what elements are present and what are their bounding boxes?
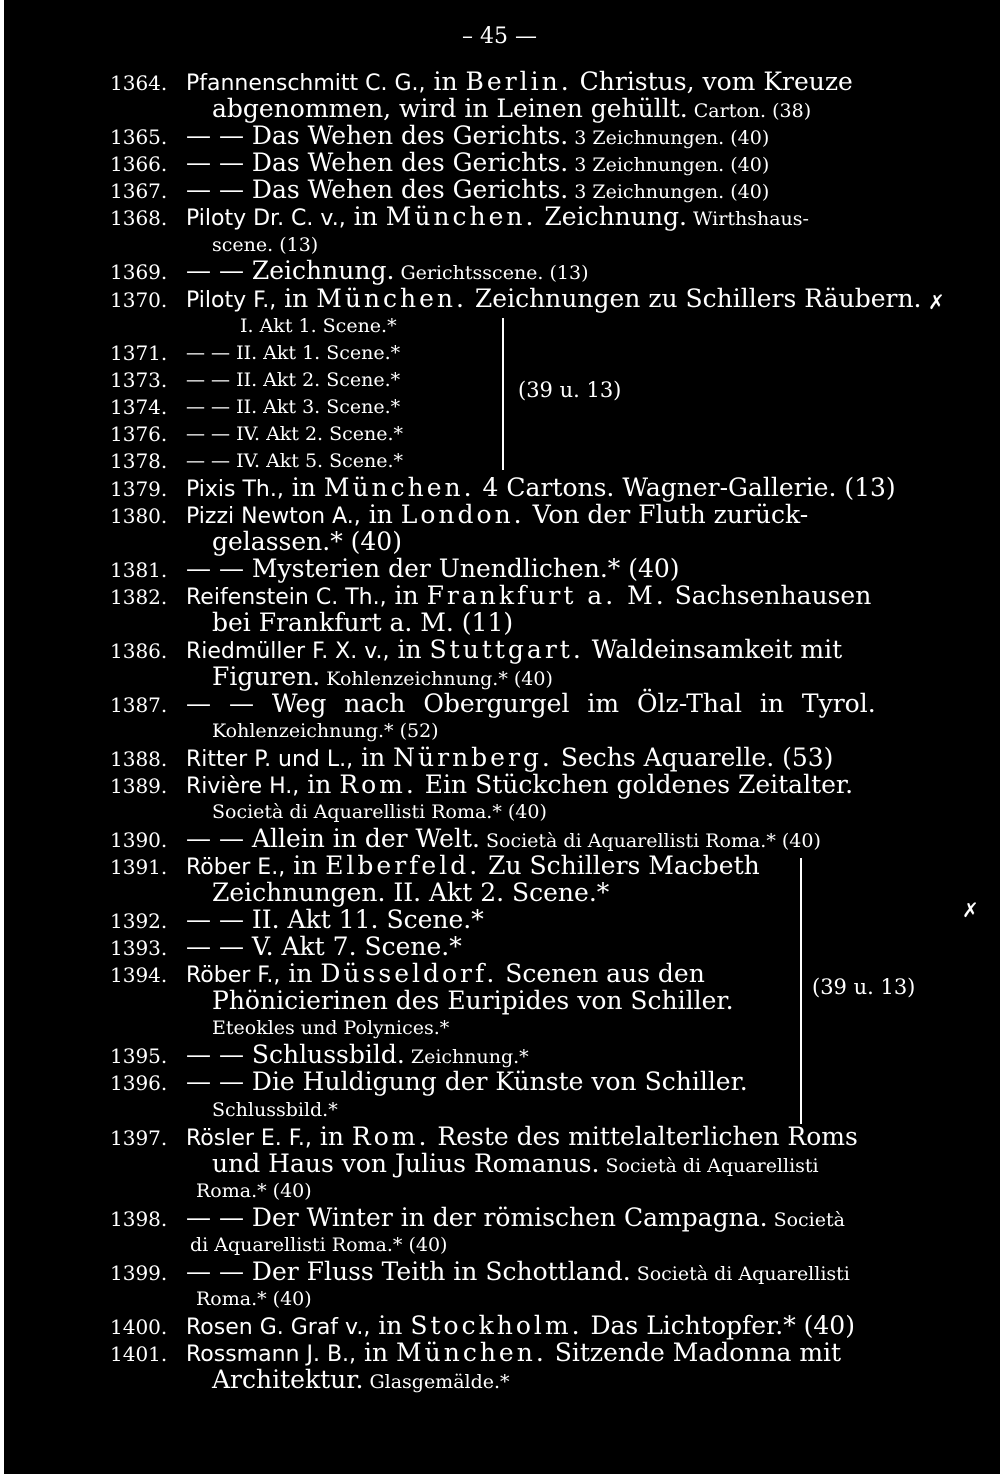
catalogue-entry: — — Allein in der Welt. Società di Aquarellisti Roma.* (40) [186,824,821,853]
catalogue-entry: Reifenstein C. Th., in Frankfurt a. M. Sachsenhausen [186,581,872,610]
entry-number: 1369. [110,260,168,284]
catalogue-entry: — — IV. Akt 2. Scene.* [186,423,404,445]
entry-number: 1397. [110,1126,168,1150]
city: Stockholm. [410,1311,583,1340]
entry-continuation: Figuren. Kohlenzeichnung.* (40) [212,662,553,691]
entry-number: 1379. [110,477,168,501]
catalogue-entry: — — Der Fluss Teith in Schottland. Società di Aquarellisti [186,1257,850,1286]
catalogue-entry: — — Weg nach Obergurgel im Ölz-Thal in Tyrol. [186,689,876,718]
artist-name: Rivière H., [186,774,300,799]
catalogue-entry: — — Das Wehen des Gerichts. 3 Zeichnungen. (40) [186,175,770,204]
city: München. [323,473,475,502]
entry-number: 1390. [110,828,168,852]
margin-mark: ✗ [962,898,979,922]
entry-number: 1401. [110,1342,168,1366]
catalogue-entry: Pixis Th., in München. 4 Cartons. Wagner-Gallerie. (13) [186,473,896,502]
entry-number: 1389. [110,774,168,798]
artist-name: Ritter P. und L., [186,747,354,772]
city: München. [385,202,537,231]
catalogue-entry: — — Schlussbild. Zeichnung.* [186,1040,529,1069]
catalogue-entry: Pfannenschmitt C. G., in Berlin. Christus, vom Kreuze [186,67,853,96]
brace [800,858,802,1124]
catalogue-entry: — — Der Winter in der römischen Campagna. Società [186,1203,845,1232]
entry-number: 1387. [110,693,168,717]
entry-continuation: Phönicierinen des Euripides von Schiller. [212,986,734,1015]
entry-continuation: Zeichnungen. II. Akt 2. Scene.* [212,878,610,907]
artist-name: Pixis Th., [186,477,284,502]
entry-continuation: Schlussbild.* [212,1099,338,1121]
catalogue-entry: Pizzi Newton A., in London. Von der Fluth zurück- [186,500,809,529]
entry-number: 1399. [110,1261,168,1285]
entry-number: 1393. [110,936,168,960]
entry-number: 1368. [110,206,168,230]
city: München. [396,1338,547,1367]
catalogue-entry: Riedmüller F. X. v., in Stuttgart. Waldeinsamkeit mit [186,635,843,664]
entry-number: 1400. [110,1315,168,1339]
catalogue-entry: Rossmann J. B., in München. Sitzende Madonna mit [186,1338,842,1367]
entry-continuation: und Haus von Julius Romanus. Società di Aquarellisti [212,1149,819,1178]
catalogue-entry: Piloty Dr. C. v., in München. Zeichnung. Wirthshaus- [186,202,809,231]
entry-continuation: bei Frankfurt a. M. (11) [212,608,514,637]
artist-name: Reifenstein C. Th., [186,585,387,610]
entry-number: 1376. [110,422,168,446]
city: Elberfeld. [325,851,481,880]
entry-continuation: abgenommen, wird in Leinen gehüllt. Carton. (38) [212,94,812,123]
brace-label: (39 u. 13) [518,378,622,402]
entry-continuation: Società di Aquarellisti Roma.* (40) [212,801,547,823]
artist-name: Riedmüller F. X. v., [186,639,390,664]
catalogue-entry: — — Mysterien der Unendlichen.* (40) [186,554,680,583]
entry-continuation: Kohlenzeichnung.* (52) [212,720,439,742]
entry-number: 1364. [110,71,168,95]
catalogue-entry: — — Zeichnung. Gerichtsscene. (13) [186,256,589,285]
artist-name: Piloty F., [186,288,277,313]
catalogue-entry: Ritter P. und L., in Nürnberg. Sechs Aquarelle. (53) [186,743,834,772]
entry-number: 1378. [110,449,168,473]
catalogue-entry: Rosen G. Graf v., in Stockholm. Das Lichtopfer.* (40) [186,1311,855,1340]
artist-name: Pfannenschmitt C. G., [186,71,426,96]
catalogue-entry: Röber F., in Düsseldorf. Scenen aus den [186,959,705,988]
brace-label: (39 u. 13) [812,975,916,999]
entry-number: 1370. [110,288,168,312]
entry-continuation: scene. (13) [212,234,319,256]
city: Frankfurt a. M. [426,581,667,610]
catalogue-entry: — — V. Akt 7. Scene.* [186,932,462,961]
artist-name: Pizzi Newton A., [186,504,361,529]
city: Rom. [339,770,417,799]
entry-continuation: Roma.* (40) [196,1288,312,1310]
brace [502,318,504,470]
catalogue-entry: Rösler E. F., in Rom. Reste des mittelalterlichen Roms [186,1122,858,1151]
entry-continuation: Eteokles und Polynices.* [212,1017,450,1039]
catalogue-entry: Piloty F., in München. Zeichnungen zu Schillers Räubern. [186,284,922,313]
entry-number: 1395. [110,1044,168,1068]
entry-number: 1394. [110,963,168,987]
page-number: – 45 — [462,24,537,49]
artist-name: Röber E., [186,855,286,880]
city: Düsseldorf. [320,959,498,988]
catalogue-entry: — — II. Akt 1. Scene.* [186,342,401,364]
catalogue-entry: — — II. Akt 2. Scene.* [186,369,401,391]
catalogue-entry: Rivière H., in Rom. Ein Stückchen goldenes Zeitalter. [186,770,854,799]
catalogue-entry: — — Das Wehen des Gerichts. 3 Zeichnungen. (40) [186,121,770,150]
entry-number: 1366. [110,152,168,176]
entry-number: 1392. [110,909,168,933]
entry-number: 1371. [110,341,168,365]
catalogue-entry: Röber E., in Elberfeld. Zu Schillers Macbeth [186,851,760,880]
entry-number: 1388. [110,747,168,771]
catalogue-entry: — — II. Akt 3. Scene.* [186,396,401,418]
entry-continuation: I. Akt 1. Scene.* [240,315,397,337]
entry-number: 1373. [110,368,168,392]
entry-number: 1391. [110,855,168,879]
catalogue-entry: — — Die Huldigung der Künste von Schiller. [186,1067,748,1096]
city: München. [316,284,467,313]
margin-mark: ✗ [928,290,945,314]
artist-name: Rossmann J. B., [186,1342,357,1367]
entry-continuation: di Aquarellisti Roma.* (40) [190,1234,448,1256]
entry-continuation: gelassen.* (40) [212,527,402,556]
entry-number: 1386. [110,639,168,663]
artist-name: Piloty Dr. C. v., [186,206,346,231]
entry-number: 1365. [110,125,168,149]
city: Stuttgart. [429,635,584,664]
city: Berlin. [465,67,572,96]
artist-name: Rösler E. F., [186,1126,312,1151]
city: Nürnberg. [393,743,553,772]
entry-number: 1380. [110,504,168,528]
entry-number: 1396. [110,1071,168,1095]
entry-number: 1382. [110,585,168,609]
city: Rom. [351,1122,430,1151]
entry-number: 1367. [110,179,168,203]
artist-name: Rosen G. Graf v., [186,1315,371,1340]
entry-number: 1381. [110,558,168,582]
catalogue-entry: — — IV. Akt 5. Scene.* [186,450,404,472]
artist-name: Röber F., [186,963,281,988]
entry-number: 1398. [110,1207,168,1231]
page-edge-shadow [0,0,4,1474]
entry-number: 1374. [110,395,168,419]
entry-continuation: Roma.* (40) [196,1180,312,1202]
city: London. [400,500,525,529]
catalogue-entry: — — II. Akt 11. Scene.* [186,905,484,934]
entry-continuation: Architektur. Glasgemälde.* [212,1365,510,1394]
catalogue-entry: — — Das Wehen des Gerichts. 3 Zeichnungen. (40) [186,148,770,177]
